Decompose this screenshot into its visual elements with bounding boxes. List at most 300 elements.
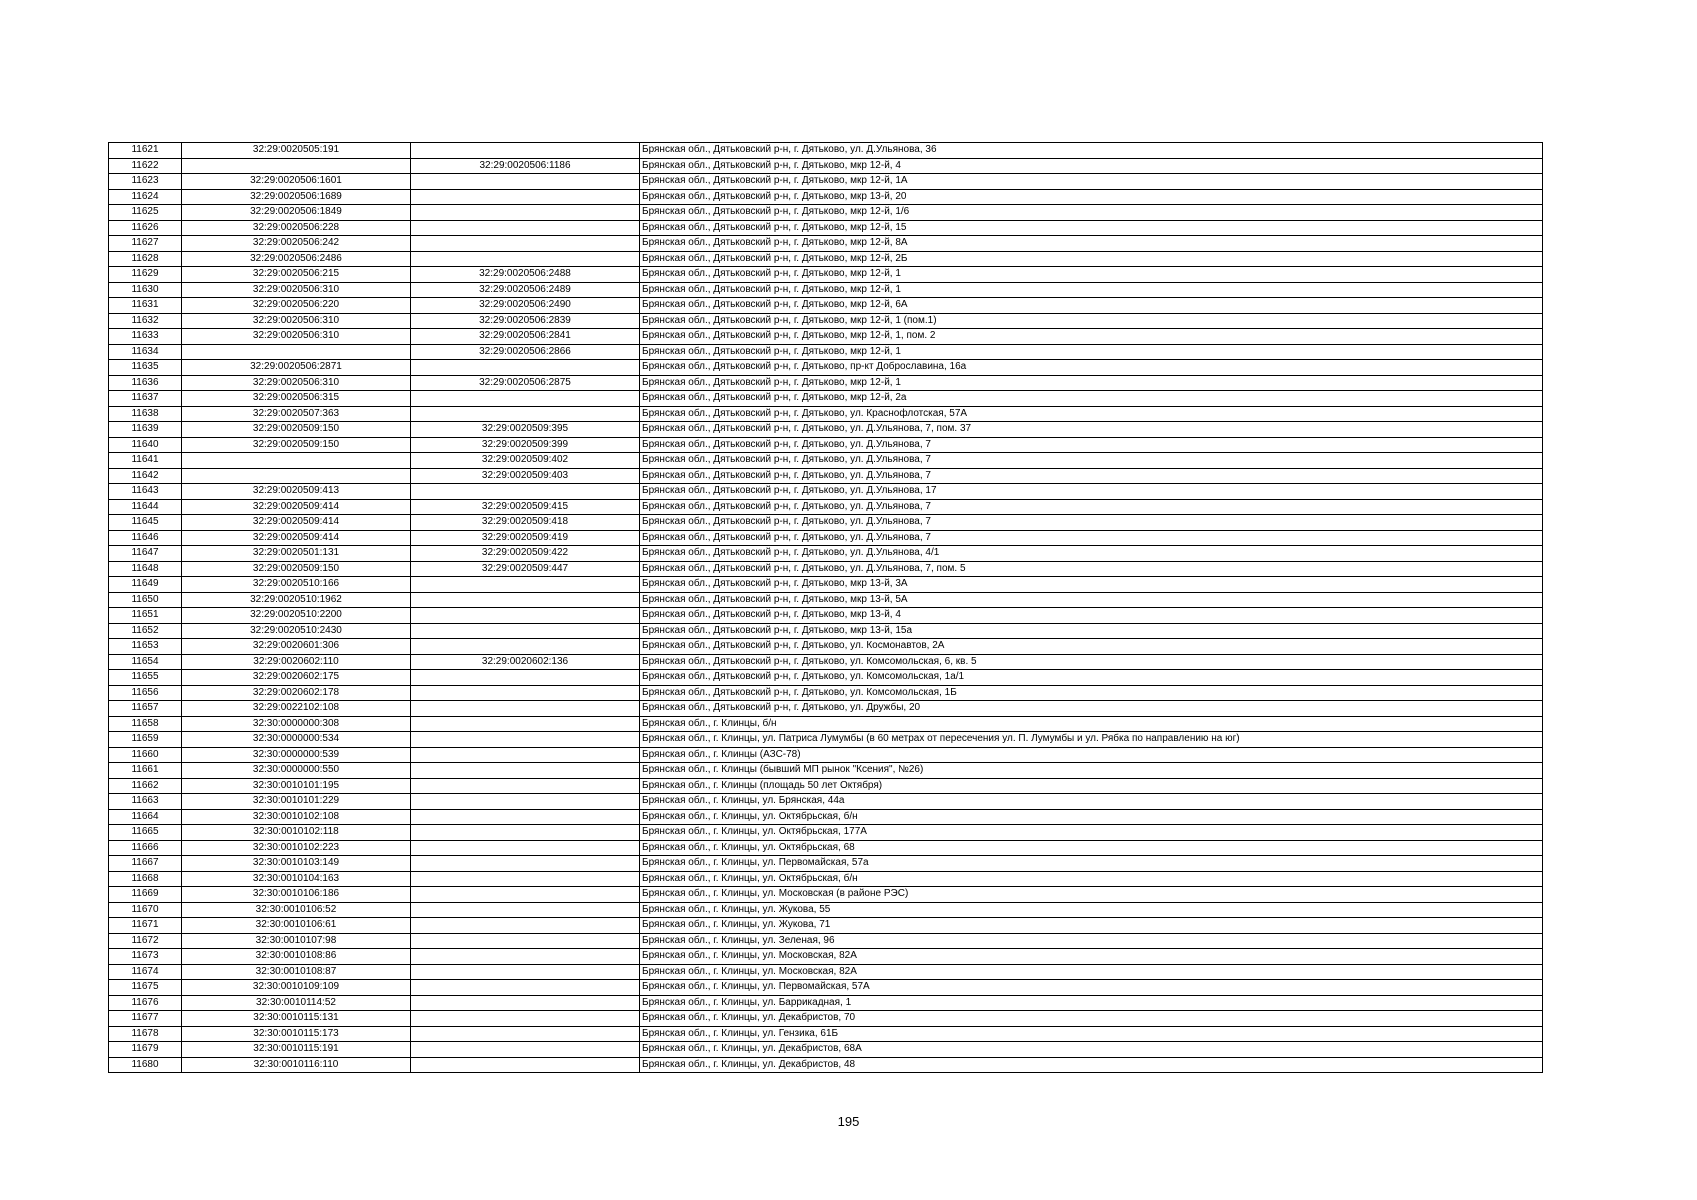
table-row: [109, 375, 1543, 391]
address-cell: Брянская обл., Дятьковский р-н, г. Дятьково, ул. Космонавтов, 2А: [640, 639, 1543, 655]
row-number-cell: 11637: [109, 391, 182, 407]
address-cell: Брянская обл., Дятьковский р-н, г. Дятьково, мкр 12-й, 15: [640, 220, 1543, 236]
cadastral-number-land-cell: 32:29:0020509:414: [182, 499, 411, 515]
cadastral-number-land-cell: 32:29:0020506:310: [182, 375, 411, 391]
address-cell: Брянская обл., г. Клинцы, ул. Октябрьская, 177А: [640, 825, 1543, 841]
address-cell: Брянская обл., г. Клинцы (АЗС-78): [640, 747, 1543, 763]
cadastral-number-land-cell: 32:29:0020507:363: [182, 406, 411, 422]
table-row: [109, 329, 1543, 345]
cadastral-number-object-cell: [411, 623, 640, 639]
cadastral-number-object-cell: [411, 949, 640, 965]
cadastral-number-land-cell: 32:30:0010108:86: [182, 949, 411, 965]
row-number-cell: 11651: [109, 608, 182, 624]
address-cell: Брянская обл., г. Клинцы, ул. Декабристов, 68А: [640, 1042, 1543, 1058]
row-number-cell: 11639: [109, 422, 182, 438]
address-cell: Брянская обл., Дятьковский р-н, г. Дятьково, ул. Д.Ульянова, 36: [640, 143, 1543, 159]
table-row: [109, 282, 1543, 298]
address-cell: Брянская обл., Дятьковский р-н, г. Дятьково, ул. Комсомольская, 1Б: [640, 685, 1543, 701]
table-row: [109, 1026, 1543, 1042]
cadastral-number-object-cell: [411, 670, 640, 686]
address-cell: Брянская обл., г. Клинцы, ул. Баррикадная, 1: [640, 995, 1543, 1011]
cadastral-number-object-cell: [411, 1011, 640, 1027]
cadastral-number-object-cell: 32:29:0020509:399: [411, 437, 640, 453]
cadastral-number-object-cell: 32:29:0020509:395: [411, 422, 640, 438]
cadastral-number-land-cell: [182, 453, 411, 469]
address-cell: Брянская обл., Дятьковский р-н, г. Дятьково, мкр 12-й, 1 (пом.1): [640, 313, 1543, 329]
cadastral-number-land-cell: 32:30:0010109:109: [182, 980, 411, 996]
cadastral-number-object-cell: [411, 236, 640, 252]
row-number-cell: 11630: [109, 282, 182, 298]
cadastral-number-land-cell: 32:30:0000000:308: [182, 716, 411, 732]
cadastral-number-land-cell: 32:29:0020510:1962: [182, 592, 411, 608]
cadastral-number-land-cell: 32:29:0020602:178: [182, 685, 411, 701]
address-cell: Брянская обл., Дятьковский р-н, г. Дятьково, ул. Дружбы, 20: [640, 701, 1543, 717]
table-row: [109, 592, 1543, 608]
row-number-cell: 11628: [109, 251, 182, 267]
table-row: [109, 887, 1543, 903]
row-number-cell: 11626: [109, 220, 182, 236]
cadastral-number-object-cell: [411, 189, 640, 205]
row-number-cell: 11658: [109, 716, 182, 732]
cadastral-number-object-cell: 32:29:0020509:422: [411, 546, 640, 562]
cadastral-table: [108, 142, 1543, 1073]
cadastral-number-object-cell: [411, 1057, 640, 1073]
row-number-cell: 11640: [109, 437, 182, 453]
cadastral-number-land-cell: 32:29:0020509:413: [182, 484, 411, 500]
cadastral-number-land-cell: 32:29:0020506:310: [182, 329, 411, 345]
cadastral-number-object-cell: [411, 825, 640, 841]
address-cell: Брянская обл., Дятьковский р-н, г. Дятьково, мкр 13-й, 20: [640, 189, 1543, 205]
table-row: [109, 732, 1543, 748]
row-number-cell: 11638: [109, 406, 182, 422]
row-number-cell: 11623: [109, 174, 182, 190]
table-row: [109, 313, 1543, 329]
cadastral-number-land-cell: 32:29:0020506:1601: [182, 174, 411, 190]
row-number-cell: 11672: [109, 933, 182, 949]
cadastral-number-land-cell: 32:30:0010116:110: [182, 1057, 411, 1073]
table-row: [109, 1057, 1543, 1073]
cadastral-number-land-cell: 32:29:0020602:110: [182, 654, 411, 670]
cadastral-number-land-cell: 32:30:0010115:191: [182, 1042, 411, 1058]
cadastral-number-land-cell: 32:29:0020506:1849: [182, 205, 411, 221]
cadastral-number-object-cell: [411, 608, 640, 624]
address-cell: Брянская обл., Дятьковский р-н, г. Дятьково, ул. Д.Ульянова, 17: [640, 484, 1543, 500]
table-row: [109, 778, 1543, 794]
row-number-cell: 11660: [109, 747, 182, 763]
cadastral-number-land-cell: 32:29:0020506:2486: [182, 251, 411, 267]
row-number-cell: 11627: [109, 236, 182, 252]
cadastral-number-object-cell: 32:29:0020509:403: [411, 468, 640, 484]
cadastral-number-land-cell: 32:29:0020505:191: [182, 143, 411, 159]
address-cell: Брянская обл., Дятьковский р-н, г. Дятьково, мкр 13-й, 3А: [640, 577, 1543, 593]
row-number-cell: 11636: [109, 375, 182, 391]
cadastral-number-land-cell: 32:30:0010103:149: [182, 856, 411, 872]
page-number: 195: [837, 1114, 860, 1129]
table-row: [109, 623, 1543, 639]
table-row: [109, 298, 1543, 314]
table-row: [109, 391, 1543, 407]
row-number-cell: 11653: [109, 639, 182, 655]
cadastral-number-object-cell: 32:29:0020509:402: [411, 453, 640, 469]
table-row: [109, 422, 1543, 438]
row-number-cell: 11656: [109, 685, 182, 701]
cadastral-number-object-cell: 32:29:0020506:2490: [411, 298, 640, 314]
cadastral-number-land-cell: 32:29:0022102:108: [182, 701, 411, 717]
address-cell: Брянская обл., Дятьковский р-н, г. Дятьково, мкр 12-й, 1: [640, 282, 1543, 298]
table-row: [109, 902, 1543, 918]
cadastral-number-object-cell: 32:29:0020509:415: [411, 499, 640, 515]
address-cell: Брянская обл., Дятьковский р-н, г. Дятьково, мкр 12-й, 1: [640, 267, 1543, 283]
cadastral-number-land-cell: 32:30:0010115:131: [182, 1011, 411, 1027]
row-number-cell: 11662: [109, 778, 182, 794]
table-row: [109, 468, 1543, 484]
cadastral-number-object-cell: 32:29:0020506:2866: [411, 344, 640, 360]
address-cell: Брянская обл., Дятьковский р-н, г. Дятьково, пр-кт Доброславина, 16а: [640, 360, 1543, 376]
row-number-cell: 11635: [109, 360, 182, 376]
address-cell: Брянская обл., г. Клинцы (площадь 50 лет Октября): [640, 778, 1543, 794]
cadastral-number-object-cell: [411, 747, 640, 763]
row-number-cell: 11671: [109, 918, 182, 934]
cadastral-number-land-cell: 32:30:0010106:61: [182, 918, 411, 934]
cadastral-number-land-cell: 32:29:0020506:242: [182, 236, 411, 252]
address-cell: Брянская обл., г. Клинцы, ул. Московская, 82А: [640, 949, 1543, 965]
address-cell: Брянская обл., г. Клинцы, ул. Декабристов, 70: [640, 1011, 1543, 1027]
cadastral-number-land-cell: 32:30:0010104:163: [182, 871, 411, 887]
cadastral-number-object-cell: [411, 639, 640, 655]
cadastral-number-land-cell: 32:29:0020510:2430: [182, 623, 411, 639]
address-cell: Брянская обл., Дятьковский р-н, г. Дятьково, ул. Д.Ульянова, 7: [640, 437, 1543, 453]
address-cell: Брянская обл., г. Клинцы, ул. Жукова, 55: [640, 902, 1543, 918]
cadastral-number-land-cell: 32:29:0020506:310: [182, 313, 411, 329]
address-cell: Брянская обл., Дятьковский р-н, г. Дятьково, мкр 13-й, 15а: [640, 623, 1543, 639]
address-cell: Брянская обл., Дятьковский р-н, г. Дятьково, ул. Д.Ульянова, 7: [640, 530, 1543, 546]
cadastral-number-land-cell: 32:30:0010106:186: [182, 887, 411, 903]
row-number-cell: 11657: [109, 701, 182, 717]
address-cell: Брянская обл., Дятьковский р-н, г. Дятьково, мкр 12-й, 1, пом. 2: [640, 329, 1543, 345]
table-row: [109, 639, 1543, 655]
table-row: [109, 344, 1543, 360]
table-row: [109, 484, 1543, 500]
table-row: [109, 515, 1543, 531]
row-number-cell: 11677: [109, 1011, 182, 1027]
table-row: [109, 840, 1543, 856]
cadastral-number-land-cell: 32:29:0020510:166: [182, 577, 411, 593]
cadastral-number-land-cell: 32:30:0000000:550: [182, 763, 411, 779]
cadastral-number-land-cell: 32:30:0000000:539: [182, 747, 411, 763]
cadastral-number-object-cell: 32:29:0020509:418: [411, 515, 640, 531]
table-row: [109, 608, 1543, 624]
table-row: [109, 158, 1543, 174]
row-number-cell: 11664: [109, 809, 182, 825]
address-cell: Брянская обл., Дятьковский р-н, г. Дятьково, мкр 12-й, 1: [640, 344, 1543, 360]
address-cell: Брянская обл., Дятьковский р-н, г. Дятьково, ул. Комсомольская, 1а/1: [640, 670, 1543, 686]
cadastral-number-object-cell: [411, 1026, 640, 1042]
address-cell: Брянская обл., г. Клинцы, ул. Октябрьская, б/н: [640, 871, 1543, 887]
address-cell: Брянская обл., Дятьковский р-н, г. Дятьково, ул. Д.Ульянова, 4/1: [640, 546, 1543, 562]
table-row: [109, 701, 1543, 717]
table-row: [109, 499, 1543, 515]
table-row: [109, 794, 1543, 810]
cadastral-number-object-cell: [411, 778, 640, 794]
cadastral-number-land-cell: 32:30:0010115:173: [182, 1026, 411, 1042]
table-row: [109, 964, 1543, 980]
table-row: [109, 360, 1543, 376]
cadastral-number-object-cell: [411, 577, 640, 593]
table-row: [109, 809, 1543, 825]
cadastral-number-land-cell: 32:29:0020601:306: [182, 639, 411, 655]
address-cell: Брянская обл., Дятьковский р-н, г. Дятьково, ул. Д.Ульянова, 7: [640, 453, 1543, 469]
row-number-cell: 11649: [109, 577, 182, 593]
table-row: [109, 654, 1543, 670]
row-number-cell: 11642: [109, 468, 182, 484]
row-number-cell: 11678: [109, 1026, 182, 1042]
cadastral-number-object-cell: [411, 871, 640, 887]
cadastral-number-object-cell: [411, 933, 640, 949]
address-cell: Брянская обл., г. Клинцы, ул. Московская, 82А: [640, 964, 1543, 980]
table-row: [109, 453, 1543, 469]
address-cell: Брянская обл., г. Клинцы, ул. Патриса Лумумбы (в 60 метрах от пересечения ул. П. Лумумбы и ул. Рябка по направлению на юг): [640, 732, 1543, 748]
cadastral-number-land-cell: 32:30:0010114:52: [182, 995, 411, 1011]
table-row: [109, 949, 1543, 965]
address-cell: Брянская обл., Дятьковский р-н, г. Дятьково, ул. Д.Ульянова, 7: [640, 468, 1543, 484]
row-number-cell: 11654: [109, 654, 182, 670]
address-cell: Брянская обл., Дятьковский р-н, г. Дятьково, мкр 12-й, 6А: [640, 298, 1543, 314]
cadastral-number-object-cell: 32:29:0020506:2488: [411, 267, 640, 283]
cadastral-number-object-cell: [411, 840, 640, 856]
row-number-cell: 11641: [109, 453, 182, 469]
address-cell: Брянская обл., г. Клинцы, ул. Зеленая, 96: [640, 933, 1543, 949]
row-number-cell: 11646: [109, 530, 182, 546]
address-cell: Брянская обл., Дятьковский р-н, г. Дятьково, ул. Комсомольская, 6, кв. 5: [640, 654, 1543, 670]
cadastral-number-object-cell: [411, 592, 640, 608]
table-row: [109, 143, 1543, 159]
table-row: [109, 530, 1543, 546]
row-number-cell: 11647: [109, 546, 182, 562]
row-number-cell: 11665: [109, 825, 182, 841]
table-row: [109, 205, 1543, 221]
cadastral-number-land-cell: 32:29:0020506:215: [182, 267, 411, 283]
row-number-cell: 11666: [109, 840, 182, 856]
address-cell: Брянская обл., г. Клинцы, ул. Гензика, 61Б: [640, 1026, 1543, 1042]
cadastral-number-land-cell: 32:29:0020506:228: [182, 220, 411, 236]
cadastral-number-object-cell: [411, 391, 640, 407]
table-row: [109, 1042, 1543, 1058]
table-row: [109, 236, 1543, 252]
cadastral-number-object-cell: [411, 143, 640, 159]
address-cell: Брянская обл., г. Клинцы, ул. Московская (в районе РЭС): [640, 887, 1543, 903]
row-number-cell: 11629: [109, 267, 182, 283]
cadastral-number-object-cell: 32:29:0020506:1186: [411, 158, 640, 174]
row-number-cell: 11659: [109, 732, 182, 748]
table-row: [109, 220, 1543, 236]
cadastral-number-land-cell: 32:30:0010102:118: [182, 825, 411, 841]
cadastral-number-land-cell: 32:29:0020510:2200: [182, 608, 411, 624]
address-cell: Брянская обл., Дятьковский р-н, г. Дятьково, ул. Д.Ульянова, 7: [640, 499, 1543, 515]
table-row: [109, 189, 1543, 205]
cadastral-number-object-cell: [411, 701, 640, 717]
cadastral-number-land-cell: 32:29:0020602:175: [182, 670, 411, 686]
address-cell: Брянская обл., Дятьковский р-н, г. Дятьково, мкр 13-й, 4: [640, 608, 1543, 624]
table-row: [109, 406, 1543, 422]
address-cell: Брянская обл., Дятьковский р-н, г. Дятьково, мкр 12-й, 1А: [640, 174, 1543, 190]
row-number-cell: 11668: [109, 871, 182, 887]
row-number-cell: 11680: [109, 1057, 182, 1073]
row-number-cell: 11663: [109, 794, 182, 810]
cadastral-number-object-cell: [411, 406, 640, 422]
cadastral-number-land-cell: 32:29:0020509:150: [182, 437, 411, 453]
address-cell: Брянская обл., г. Клинцы, б/н: [640, 716, 1543, 732]
table-row: [109, 685, 1543, 701]
address-cell: Брянская обл., г. Клинцы, ул. Брянская, 44а: [640, 794, 1543, 810]
address-cell: Брянская обл., Дятьковский р-н, г. Дятьково, ул. Д.Ульянова, 7: [640, 515, 1543, 531]
address-cell: Брянская обл., Дятьковский р-н, г. Дятьково, мкр 12-й, 4: [640, 158, 1543, 174]
table-row: [109, 561, 1543, 577]
row-number-cell: 11674: [109, 964, 182, 980]
address-cell: Брянская обл., Дятьковский р-н, г. Дятьково, мкр 12-й, 1: [640, 375, 1543, 391]
row-number-cell: 11679: [109, 1042, 182, 1058]
cadastral-number-object-cell: [411, 964, 640, 980]
row-number-cell: 11667: [109, 856, 182, 872]
table-row: [109, 267, 1543, 283]
table-row: [109, 251, 1543, 267]
row-number-cell: 11625: [109, 205, 182, 221]
row-number-cell: 11648: [109, 561, 182, 577]
cadastral-number-object-cell: [411, 220, 640, 236]
cadastral-number-object-cell: [411, 174, 640, 190]
table-row: [109, 174, 1543, 190]
row-number-cell: 11676: [109, 995, 182, 1011]
cadastral-number-land-cell: 32:30:0010102:223: [182, 840, 411, 856]
cadastral-number-object-cell: [411, 995, 640, 1011]
address-cell: Брянская обл., г. Клинцы (бывший МП рынок "Ксения", №26): [640, 763, 1543, 779]
address-cell: Брянская обл., г. Клинцы, ул. Жукова, 71: [640, 918, 1543, 934]
table-row: [109, 437, 1543, 453]
row-number-cell: 11652: [109, 623, 182, 639]
row-number-cell: 11644: [109, 499, 182, 515]
row-number-cell: 11633: [109, 329, 182, 345]
address-cell: Брянская обл., г. Клинцы, ул. Декабристов, 48: [640, 1057, 1543, 1073]
cadastral-number-land-cell: 32:29:0020506:1689: [182, 189, 411, 205]
table-row: [109, 856, 1543, 872]
address-cell: Брянская обл., г. Клинцы, ул. Первомайская, 57А: [640, 980, 1543, 996]
cadastral-number-object-cell: 32:29:0020506:2839: [411, 313, 640, 329]
cadastral-number-object-cell: 32:29:0020506:2875: [411, 375, 640, 391]
row-number-cell: 11645: [109, 515, 182, 531]
table-body: [109, 143, 1543, 1073]
cadastral-number-land-cell: 32:30:0010108:87: [182, 964, 411, 980]
cadastral-number-land-cell: [182, 344, 411, 360]
cadastral-number-object-cell: [411, 809, 640, 825]
address-cell: Брянская обл., Дятьковский р-н, г. Дятьково, ул. Краснофлотская, 57А: [640, 406, 1543, 422]
address-cell: Брянская обл., Дятьковский р-н, г. Дятьково, мкр 12-й, 1/6: [640, 205, 1543, 221]
table-row: [109, 933, 1543, 949]
cadastral-number-object-cell: [411, 484, 640, 500]
row-number-cell: 11670: [109, 902, 182, 918]
cadastral-number-land-cell: 32:29:0020506:310: [182, 282, 411, 298]
address-cell: Брянская обл., Дятьковский р-н, г. Дятьково, мкр 12-й, 2Б: [640, 251, 1543, 267]
table-row: [109, 763, 1543, 779]
cadastral-number-land-cell: 32:29:0020509:150: [182, 561, 411, 577]
cadastral-number-land-cell: 32:29:0020509:414: [182, 530, 411, 546]
table-row: [109, 980, 1543, 996]
row-number-cell: 11655: [109, 670, 182, 686]
address-cell: Брянская обл., Дятьковский р-н, г. Дятьково, мкр 13-й, 5А: [640, 592, 1543, 608]
cadastral-number-object-cell: 32:29:0020506:2489: [411, 282, 640, 298]
cadastral-number-object-cell: [411, 205, 640, 221]
cadastral-number-land-cell: [182, 468, 411, 484]
row-number-cell: 11634: [109, 344, 182, 360]
address-cell: Брянская обл., Дятьковский р-н, г. Дятьково, мкр 12-й, 2а: [640, 391, 1543, 407]
cadastral-number-land-cell: 32:29:0020509:150: [182, 422, 411, 438]
address-cell: Брянская обл., Дятьковский р-н, г. Дятьково, ул. Д.Ульянова, 7, пом. 37: [640, 422, 1543, 438]
cadastral-number-object-cell: [411, 1042, 640, 1058]
table-row: [109, 918, 1543, 934]
cadastral-number-object-cell: 32:29:0020509:419: [411, 530, 640, 546]
table-row: [109, 825, 1543, 841]
cadastral-number-land-cell: 32:29:0020506:315: [182, 391, 411, 407]
row-number-cell: 11650: [109, 592, 182, 608]
cadastral-number-object-cell: 32:29:0020602:136: [411, 654, 640, 670]
cadastral-number-object-cell: [411, 980, 640, 996]
cadastral-number-object-cell: 32:29:0020509:447: [411, 561, 640, 577]
address-cell: Брянская обл., г. Клинцы, ул. Первомайская, 57а: [640, 856, 1543, 872]
address-cell: Брянская обл., г. Клинцы, ул. Октябрьская, б/н: [640, 809, 1543, 825]
address-cell: Брянская обл., г. Клинцы, ул. Октябрьская, 68: [640, 840, 1543, 856]
cadastral-number-object-cell: [411, 763, 640, 779]
row-number-cell: 11621: [109, 143, 182, 159]
cadastral-number-object-cell: [411, 794, 640, 810]
address-cell: Брянская обл., Дятьковский р-н, г. Дятьково, мкр 12-й, 8А: [640, 236, 1543, 252]
cadastral-number-object-cell: [411, 716, 640, 732]
cadastral-number-object-cell: 32:29:0020506:2841: [411, 329, 640, 345]
row-number-cell: 11624: [109, 189, 182, 205]
cadastral-number-object-cell: [411, 918, 640, 934]
table-row: [109, 546, 1543, 562]
cadastral-number-land-cell: 32:30:0010106:52: [182, 902, 411, 918]
row-number-cell: 11622: [109, 158, 182, 174]
cadastral-number-land-cell: 32:29:0020506:220: [182, 298, 411, 314]
table-row: [109, 871, 1543, 887]
table-row: [109, 577, 1543, 593]
row-number-cell: 11632: [109, 313, 182, 329]
row-number-cell: 11673: [109, 949, 182, 965]
table-row: [109, 747, 1543, 763]
row-number-cell: 11669: [109, 887, 182, 903]
table-row: [109, 1011, 1543, 1027]
table-row: [109, 995, 1543, 1011]
cadastral-number-object-cell: [411, 251, 640, 267]
cadastral-number-land-cell: 32:29:0020501:131: [182, 546, 411, 562]
cadastral-number-object-cell: [411, 732, 640, 748]
cadastral-number-land-cell: [182, 158, 411, 174]
table-row: [109, 670, 1543, 686]
cadastral-number-land-cell: 32:29:0020506:2871: [182, 360, 411, 376]
cadastral-number-land-cell: 32:30:0010107:98: [182, 933, 411, 949]
cadastral-number-land-cell: 32:30:0010101:229: [182, 794, 411, 810]
address-cell: Брянская обл., Дятьковский р-н, г. Дятьково, ул. Д.Ульянова, 7, пом. 5: [640, 561, 1543, 577]
cadastral-number-object-cell: [411, 360, 640, 376]
cadastral-number-object-cell: [411, 856, 640, 872]
cadastral-number-land-cell: 32:29:0020509:414: [182, 515, 411, 531]
row-number-cell: 11643: [109, 484, 182, 500]
cadastral-number-object-cell: [411, 887, 640, 903]
table-row: [109, 716, 1543, 732]
row-number-cell: 11661: [109, 763, 182, 779]
cadastral-number-object-cell: [411, 685, 640, 701]
cadastral-number-land-cell: 32:30:0010101:195: [182, 778, 411, 794]
cadastral-number-land-cell: 32:30:0010102:108: [182, 809, 411, 825]
row-number-cell: 11631: [109, 298, 182, 314]
